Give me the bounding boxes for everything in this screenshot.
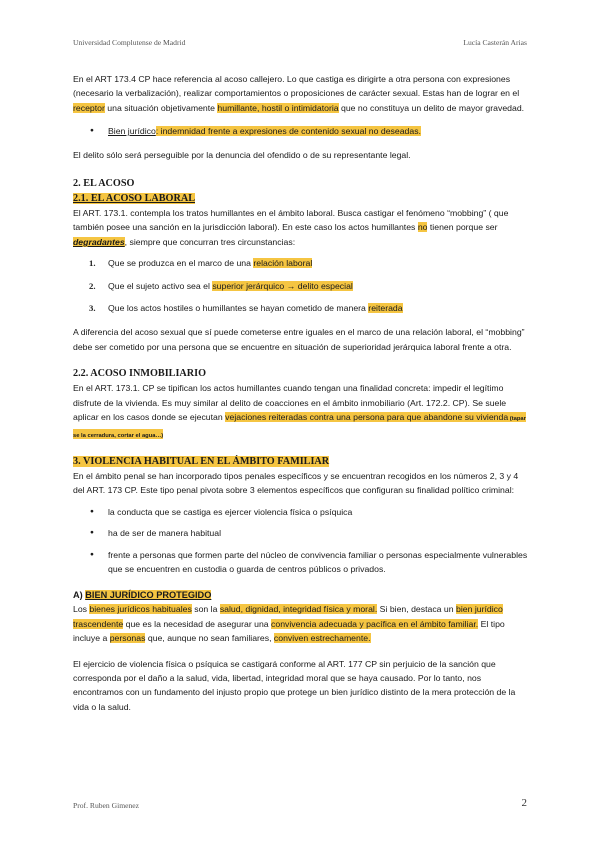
- highlight: humillante, hostil o intimidatoria: [217, 102, 339, 113]
- list-item: 3. Que los actos hostiles o humillantes se hayan cometido de manera reiterada: [89, 303, 403, 314]
- paragraph: En el ámbito penal se han incorporado tipos penales específicos y se encuentran recogidos en los números 2, 3 y 4 del ART. 173 CP. Este tipo penal pivota sobre 3 elementos específicos que configuran su finalidad político criminal:: [73, 470, 519, 496]
- list-item: ● frente a personas que formen parte del núcleo de convivencia familiar o personas especialmente vulnerables que se encuentren en custodia o guarda de centros públicos o privados.: [73, 548, 529, 577]
- highlight: receptor: [73, 102, 105, 113]
- highlight: no: [417, 222, 428, 233]
- subsection-title: A) BIEN JURÍDICO PROTEGIDO: [73, 590, 212, 601]
- paragraph: El ejercicio de violencia física o psíquica se castigará conforme al ART. 177 CP sin perjuicio de la sanción que corresponda por el daño a la salud, vida, libertad, integridad moral que se haya causado. Por lo tanto, nos encontramos con un fundamento del injusto propio que protege un bien jurídico distinto de la mera protección de la vida o la salud.: [73, 658, 516, 712]
- highlight: degradantes: [73, 236, 125, 247]
- paragraph: El ART. 173.1. contempla los tratos humillantes en el ámbito laboral. Busca castigar el fenómeno “mobbing” ( que también posee una sanción en la jurisdicción laboral). En este caso los actos humillantes no tienen porque ser degradantes, siempre que concurran tres circunstancias:: [73, 208, 509, 247]
- bien-juridico-list: [73, 124, 529, 138]
- intro-paragraph-2: El delito sólo será perseguible por la denuncia del ofendido o de su representante legal.: [73, 149, 411, 160]
- footer-professor: Prof. Ruben Gimenez: [73, 801, 140, 810]
- highlight: : indemnidad frente a expresiones de contenido sexual no deseadas.: [155, 126, 421, 137]
- section-title: 3. VIOLENCIA HABITUAL EN EL ÁMBITO FAMILIAR: [73, 455, 330, 467]
- list-item: ● Bien jurídico: indemnidad frente a expresiones de contenido sexual no deseadas.: [73, 124, 529, 138]
- subsection-title: 2.1. EL ACOSO LABORAL: [73, 193, 195, 205]
- intro-paragraph: En el ART 173.4 CP hace referencia al acoso callejero. Lo que castiga es dirigirte a otra persona con expresiones (necesario la verbalización), realizar comportamientos o proposiciones de carácter sexual. Estas han de lograr en el receptor una situación objetivamente humillante, hostil o intimidatoria que no constituya un delito de mayor gravedad.: [73, 74, 525, 113]
- highlight: superior jerárquico → delito especial: [212, 280, 353, 291]
- header-author: Lucía Casterán Arias: [463, 38, 527, 47]
- highlight: relación laboral: [253, 258, 313, 269]
- list-item: 1. Que se produzca en el marco de una relación laboral: [89, 258, 313, 269]
- highlight: vejaciones reiteradas contra una persona para que abandone su vivienda (tapar se la cerradura, cortar el agua…): [73, 412, 526, 439]
- header-university: Universidad Complutense de Madrid: [73, 38, 186, 47]
- page-number: 2: [521, 797, 527, 809]
- highlight: reiterada: [368, 303, 403, 314]
- highlight: salud, dignidad, integridad física y moral.: [219, 604, 378, 615]
- section-title: 2. EL ACOSO: [73, 178, 135, 190]
- highlight: bien jurídico trascendente: [73, 604, 503, 629]
- highlight: personas: [109, 633, 146, 644]
- highlight: conviven estrechamente.: [273, 633, 371, 644]
- paragraph: A diferencia del acoso sexual que sí puede cometerse entre iguales en el marco de una relación laboral, el “mobbing” debe ser cometido por una persona que se encuentre en situación de superioridad jerárquica laboral frente a otra.: [73, 327, 525, 352]
- highlight: bienes jurídicos habituales: [89, 604, 192, 615]
- paragraph: En el ART. 173.1. CP se tipifican los actos humillantes cuando tengan una finalidad concreta: impedir el legítimo disfrute de la vivienda. Es muy similar al delito de coacciones en el ámbito inmobiliario (Art. 172.2. CP). Se suele aplicar en los casos donde se ejecutan vejaciones reiteradas contra una persona para que abandone su vivienda (tapar se la cerradura, cortar el agua…): [73, 383, 526, 439]
- subsection-title: 2.2. ACOSO INMOBILIARIO: [73, 368, 207, 380]
- circumstances-list: [73, 256, 529, 315]
- document-body: [73, 72, 529, 714]
- list-item: 2. Que el sujeto activo sea el superior jerárquico → delito especial: [89, 280, 353, 291]
- list-item: ● la conducta que se castiga es ejercer violencia física o psíquica: [73, 505, 529, 519]
- elements-list: [73, 505, 529, 577]
- list-item: ● ha de ser de manera habitual: [73, 526, 529, 540]
- paragraph: Los bienes jurídicos habituales son la salud, dignidad, integridad física y moral. Si bien, destaca un bien jurídico trascendente que es la necesidad de asegurar una convivencia adecuada y pacífica en el ámbito familiar. El tipo incluye a personas que, aunque no sean familiares, conviven estrechamente.: [73, 604, 505, 644]
- highlight: convivencia adecuada y pacífica en el ámbito familiar.: [271, 618, 479, 629]
